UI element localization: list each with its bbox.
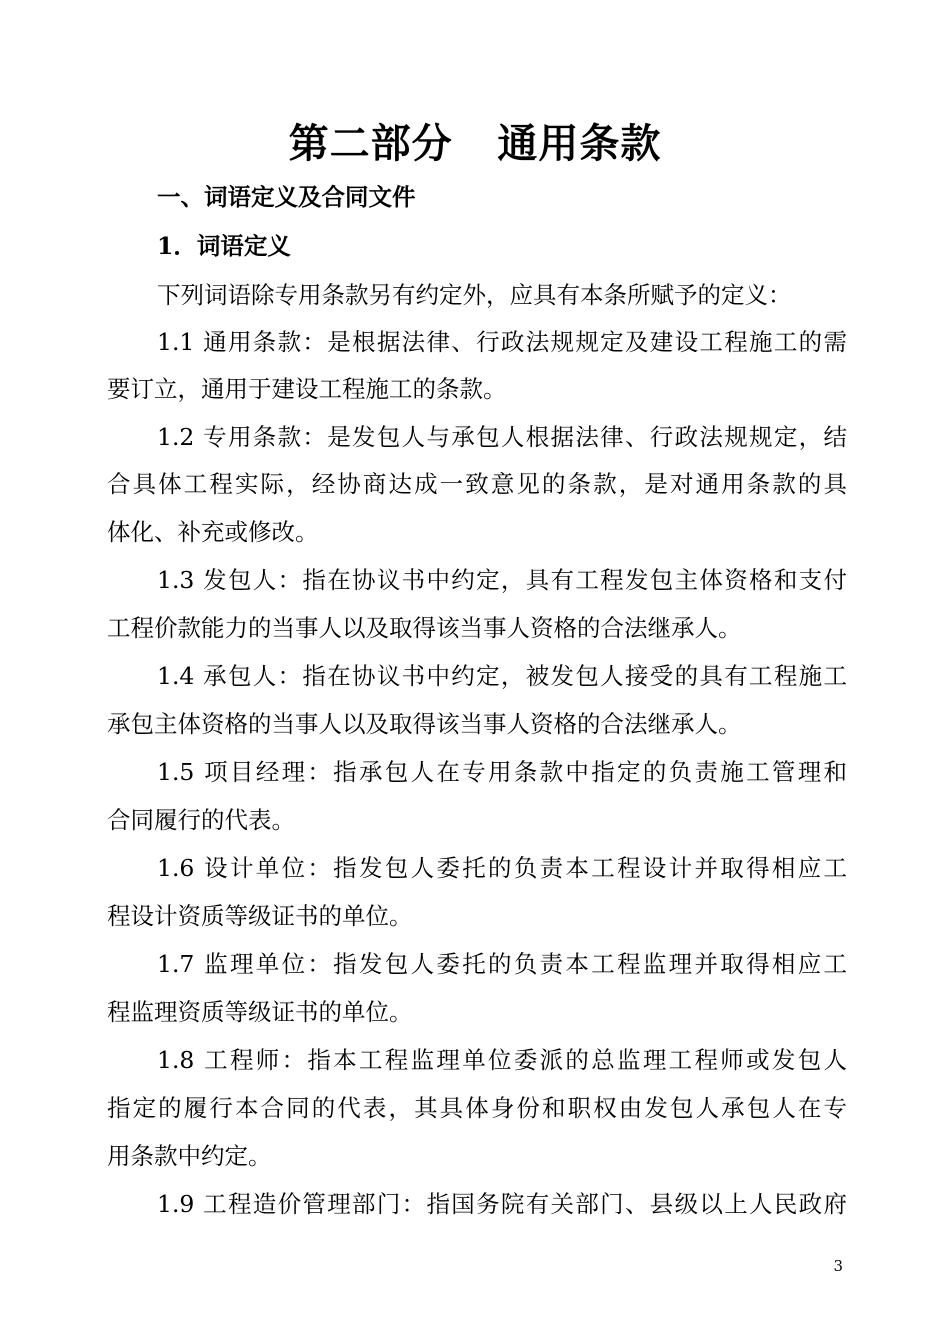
- clause-1-8-line-3: 用条款中约定。: [107, 1142, 272, 1170]
- clause-1-7-line-1: 1.7 监理单位：指发包人委托的负责本工程监理并取得相应工: [157, 950, 847, 978]
- intro-paragraph: 下列词语除专用条款另有约定外，应具有本条所赋予的定义：: [157, 281, 792, 309]
- clause-1-2-line-1: 1.2 专用条款：是发包人与承包人根据法律、行政法规规定，结: [157, 423, 847, 451]
- clause-1-5-line-1: 1.5 项目经理：指承包人在专用条款中指定的负责施工管理和: [157, 758, 847, 786]
- clause-1-1-line-2: 要订立，通用于建设工程施工的条款。: [107, 375, 507, 403]
- clause-1-8-line-1: 1.8 工程师：指本工程监理单位委派的总监理工程师或发包人: [157, 1046, 847, 1074]
- clause-1-4-line-1: 1.4 承包人：指在协议书中约定，被发包人接受的具有工程施工: [157, 662, 847, 690]
- clause-1-4-line-2: 承包主体资格的当事人以及取得该当事人资格的合法继承人。: [107, 710, 742, 738]
- clause-1-3-line-1: 1.3 发包人：指在协议书中约定，具有工程发包主体资格和支付: [157, 566, 847, 594]
- clause-1-7-line-2: 程监理资质等级证书的单位。: [107, 998, 413, 1026]
- clause-1-3-line-2: 工程价款能力的当事人以及取得该当事人资格的合法继承人。: [107, 614, 742, 642]
- clause-1-6-line-1: 1.6 设计单位：指发包人委托的负责本工程设计并取得相应工: [157, 854, 847, 882]
- clause-1-9-line-1: 1.9 工程造价管理部门：指国务院有关部门、县级以上人民政府: [157, 1190, 847, 1218]
- clause-1-6-line-2: 程设计资质等级证书的单位。: [107, 902, 413, 930]
- clause-1-1-line-1: 1.1 通用条款：是根据法律、行政法规规定及建设工程施工的需: [157, 328, 847, 356]
- clause-1-2-line-3: 体化、补充或修改。: [107, 518, 319, 546]
- subsection-heading: 1．词语定义: [157, 232, 291, 260]
- page-title: 第二部分 通用条款: [288, 120, 662, 167]
- clause-1-2-line-2: 合具体工程实际，经协商达成一致意见的条款，是对通用条款的具: [107, 470, 847, 498]
- page-number: 3: [833, 1257, 843, 1275]
- section-heading: 一、词语定义及合同文件: [157, 183, 416, 211]
- clause-1-8-line-2: 指定的履行本合同的代表，其具体身份和职权由发包人承包人在专: [107, 1094, 847, 1122]
- clause-1-5-line-2: 合同履行的代表。: [107, 806, 295, 834]
